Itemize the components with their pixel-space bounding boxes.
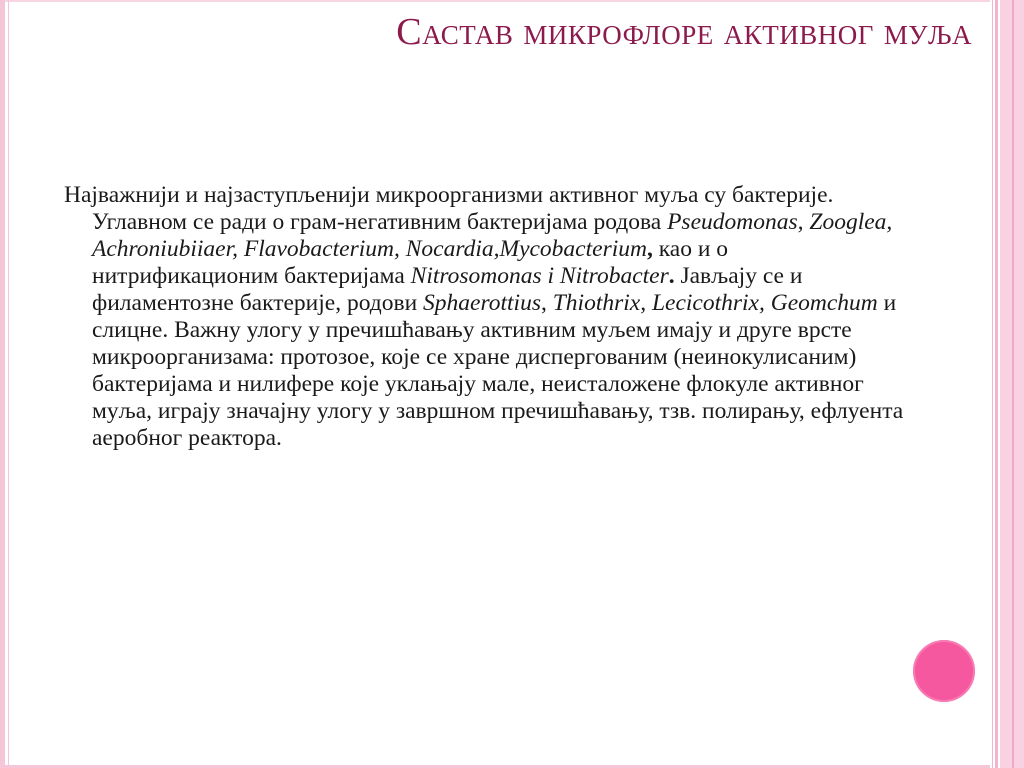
genus-names-italic: Pseudomonas, Zooglea, Achroniubiiaer, Flavobacterium, Nocardia,Mycobacterium [92,209,893,262]
slide-title: Састав микрофлоре активног муља [396,11,972,53]
frame-right-inner-line [1012,0,1014,768]
body-text-segment: Најважнији и најзаступљенији микроорганизми активног муља су бактерије. Углавном се ради о грам-негативним бактеријама родова [64,182,834,235]
body-text-segment: као и о нитрификационим бактеријама [92,236,729,289]
body-text-separator: , [540,290,553,316]
body-text-segment: Јављају се и филаментозне бактерије, родови [92,263,803,316]
frame-left-border [0,0,5,768]
frame-top-line [0,0,990,2]
slide-body-text [64,182,912,452]
body-text-segment: и слицне. Важну улогу у пречишћавању активним муљем имају и друге врсте микроорганизама: протозое, које се хране диспергованим (неинокулисаним) бактеријама и нилифере које уклањају мале, неисталожене флокуле активног муља, играју значајну улогу у завршном пречишћавању, тзв. полирању, ефлуента аеробног реактора. [92,290,904,451]
nitrifying-genera-italic: Nitrosomonas i Nitrobacter [410,263,669,289]
filamentous-genera-italic: Thiothrix, Lecicothrix, Geomchum [552,290,878,316]
frame-right-thin-line [992,0,993,768]
body-text-period: . [668,263,675,289]
decorative-pink-circle [913,640,975,702]
filamentous-genus-italic: Sphaerottius [423,290,541,316]
frame-left-thin-line [8,0,9,768]
frame-right-line [995,0,998,768]
body-text-comma: , [646,236,653,262]
